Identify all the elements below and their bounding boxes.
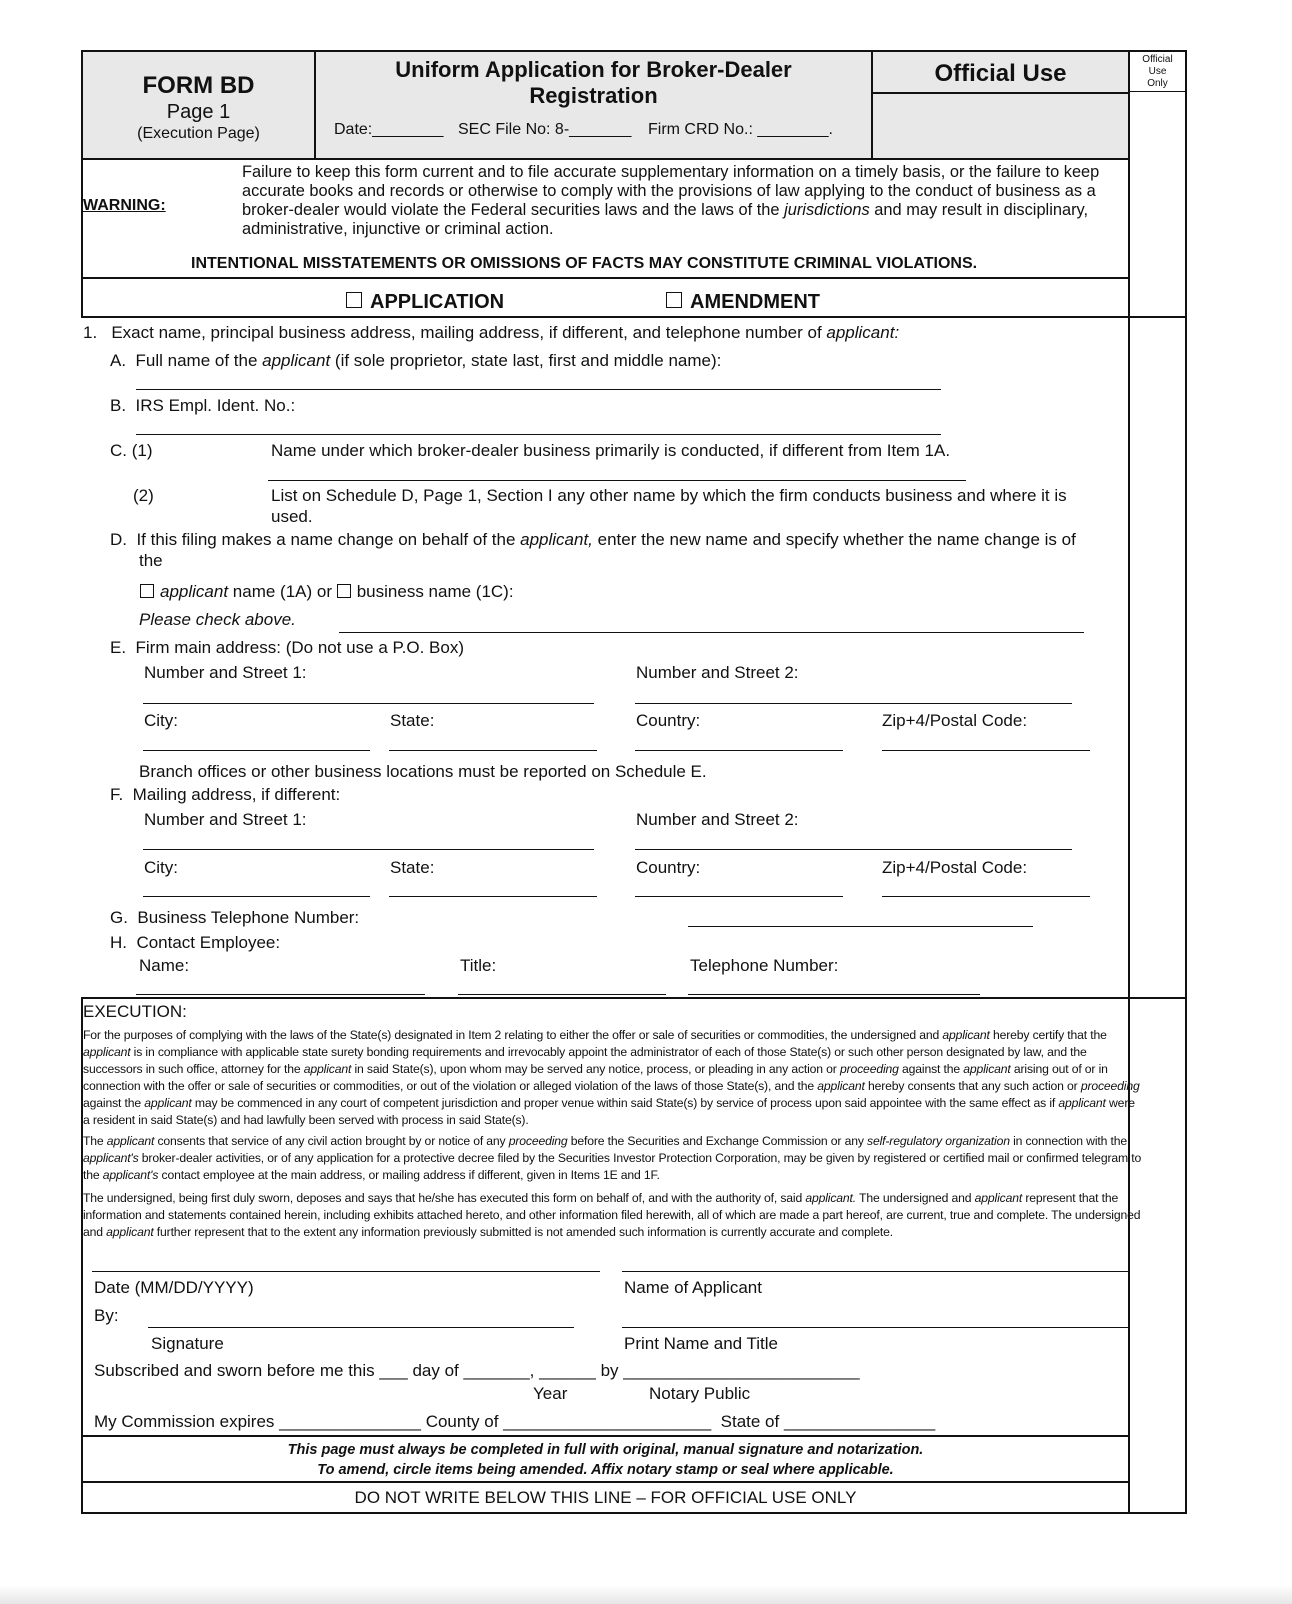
p1-run-0: For the purposes of complying with the laws of the State(s) designated in Item 2 relating to either the offer or sale of securities or commodities, the undersigned and [83,1028,943,1042]
item1g-label: G. Business Telephone Number: [110,908,360,927]
warning-line4: administrative, injunctive or criminal action. [242,220,554,238]
main-state-field[interactable] [389,750,597,751]
p1-run-2: hereby certify that the [989,1028,1107,1042]
main-street2-label: Number and Street 2: [636,663,799,682]
official-use-only-l3: Only [1147,78,1168,89]
subscribed-sworn-line[interactable]: Subscribed and sworn before me this ___ day of _______, ______ by _________________________ [94,1361,860,1380]
date-signature-field[interactable] [92,1271,600,1272]
mail-country-label: Country: [636,858,701,877]
signature-field[interactable] [148,1327,574,1328]
p3-run-6: further represent that to the extent any information previously submitted is not amended such information is currently accurate and complete. [153,1225,894,1239]
p1-run-11: applicant [817,1079,865,1093]
p1-run-16: may be commenced in any court of competent jurisdiction and proper venue within said State(s) by service of process upon said appointee with the same effect as if [191,1096,1059,1110]
item1d-name1a: name (1A) or [228,582,337,601]
main-country-field[interactable] [635,750,843,751]
warning-line1: Failure to keep this form current and to file accurate supplementary information on a timely basis, or the failure to keep [242,163,1100,181]
official-use-only-l2: Use [1148,66,1167,77]
item1a-suffix: (if sole proprietor, state last, first and middle name): [330,351,722,370]
notice-line1: This page must always be completed in full with original, manual signature and notarization. [287,1442,924,1458]
mail-street1-label: Number and Street 1: [144,810,307,829]
main-zip-label: Zip+4/Postal Code: [882,711,1028,730]
form-title-line1: Uniform Application for Broker-Dealer [395,57,792,82]
p1-run-10: arising out of or in connection with the offer or sale of securities or commodities, or out of the violation or alleged violation of the laws of those State(s), and the [83,1062,1108,1093]
main-city-label: City: [144,711,178,730]
notice-bottom [81,1481,1129,1483]
application-label: APPLICATION [370,291,505,313]
item1d-options [140,582,514,602]
execution-heading: EXECUTION: [83,1002,187,1021]
mail-country-field[interactable] [635,896,843,897]
contact-telephone-field[interactable] [688,994,980,995]
business-name-checkbox[interactable] [337,584,351,598]
by-label: By: [94,1306,119,1325]
mail-state-field[interactable] [389,896,597,897]
business-name-field[interactable] [268,480,966,481]
full-name-field[interactable] [136,389,941,390]
mail-state-label: State: [390,858,435,877]
item1c2-label: (2) [133,486,154,505]
warning-line2: accurate books and records or otherwise to comply with the provisions of law applying to the conduct of business as a [242,182,1096,200]
mail-city-field[interactable] [143,896,370,897]
main-country-label: Country: [636,711,701,730]
notary-public-label: Notary Public [649,1384,751,1403]
mail-street1-field[interactable] [143,849,594,850]
print-name-title-field[interactable] [622,1327,1128,1328]
item1-heading-a: 1. Exact name, principal business address, mailing address, if different, and telephone number of [83,323,827,342]
amendment-option[interactable] [666,290,820,314]
p3-run-2: The undersigned and [856,1191,975,1205]
p2-run-3: proceeding [508,1134,568,1148]
contact-name-field[interactable] [136,994,425,995]
please-check-above: Please check above. [139,610,296,629]
p3-run-4: represent that the information and statements contained herein, including exhibits attached hereto, and other information filed herewith, all of which are made a part hereof, are current, true and complete. The undersigned and [83,1191,1141,1239]
frame-main-right [1128,50,1130,1514]
p1-run-3: applicant [83,1045,131,1059]
p3-run-5: applicant [106,1225,154,1239]
do-not-write-below: DO NOT WRITE BELOW THIS LINE – FOR OFFICIAL USE ONLY [354,1488,857,1507]
official-use-underline [871,92,1128,94]
item1d-applicant: applicant [160,582,229,601]
contact-telephone-label: Telephone Number: [690,956,839,975]
p1-run-14: against the [83,1096,145,1110]
warning-label: WARNING: [83,197,166,214]
page-edge-shadow [0,1585,1292,1604]
p2-run-1: applicant [106,1134,155,1148]
contact-name-label: Name: [139,956,190,975]
warning-line3a: broker-dealer would violate the Federal securities laws and the laws of the [242,201,785,219]
item1d-suffix: enter the new name and specify whether the name change is of [592,530,1076,549]
main-street1-field[interactable] [143,703,594,704]
business-telephone-field[interactable] [688,926,1033,927]
item1f-label: F. Mailing address, if different: [110,785,341,804]
contact-title-label: Title: [460,956,497,975]
firm-crd-field[interactable]: Firm CRD No.: ________. [648,121,833,138]
p1-run-7: proceeding [839,1062,899,1076]
item1-heading-b: applicant: [826,323,900,342]
form-title-line2: Registration [529,83,658,108]
main-street1-label: Number and Street 1: [144,663,307,682]
item1h-label: H. Contact Employee: [110,933,281,952]
p1-run-17: applicant [1058,1096,1106,1110]
mail-city-label: City: [144,858,178,877]
item1d-label [110,530,1076,550]
item1d-business: business name (1C): [356,582,514,601]
execution-paragraph-1 [83,1027,1143,1129]
p1-run-1: applicant [942,1028,990,1042]
date-field[interactable]: Date:________ [334,121,444,138]
date-mmddyyyy-label: Date (MM/DD/YYYY) [94,1278,254,1297]
form-name: FORM BD [142,72,255,99]
main-zip-field[interactable] [882,750,1090,751]
p1-run-4: is in compliance with applicable state surety bonding requirements and irrevocably appoint the administrator of each of those State(s) or such other person designated by law, and the successors in such office, attorney for the [83,1045,1087,1076]
sec-file-field[interactable]: SEC File No: 8-_______ [458,121,632,138]
items-bottom [81,997,1186,999]
frame-top-right [1129,50,1186,52]
p3-run-3: applicant [974,1191,1023,1205]
p2-run-9: applicant's [102,1168,159,1182]
item1c2-text-l1: List on Schedule D, Page 1, Section I any other name by which the firm conducts business and where it is [271,486,1067,505]
item1-heading [83,323,899,343]
frame-bottom [81,1512,1186,1514]
p1-run-13: proceeding [1080,1079,1140,1093]
p1-run-8: against the [898,1062,964,1076]
p2-run-4: before the Securities and Exchange Commission or any [567,1134,868,1148]
application-checkbox[interactable] [346,292,362,308]
mail-zip-field[interactable] [882,896,1090,897]
intentional-misstatements: INTENTIONAL MISSTATEMENTS OR OMISSIONS OF FACTS MAY CONSTITUTE CRIMINAL VIOLATIONS. [191,255,978,272]
item1e-label: E. Firm main address: (Do not use a P.O. Box) [110,638,464,657]
notice-top [81,1435,1129,1437]
execution-page-label: (Execution Page) [137,125,260,142]
p1-run-15: applicant [144,1096,192,1110]
frame-top [81,50,1129,52]
amendment-checkbox[interactable] [666,292,682,308]
p1-run-12: hereby consents that any such action or [864,1079,1081,1093]
item1d-line2: the [139,551,163,570]
applicant-name-checkbox[interactable] [140,584,154,598]
page-number: Page 1 [166,101,231,123]
print-name-title-label: Print Name and Title [624,1334,779,1353]
mail-street2-label: Number and Street 2: [636,810,799,829]
official-use-only-l1: Official [1142,54,1173,65]
mail-zip-label: Zip+4/Postal Code: [882,858,1028,877]
p2-run-10: contact employee at the main address, or mailing address if different, given in Items 1E and 1F. [158,1168,660,1182]
p2-run-7: applicant's [83,1151,139,1165]
official-use-only-underline [1129,91,1186,92]
item1c1-text: Name under which broker-dealer business primarily is conducted, if different from Item 1A. [271,441,951,460]
item1d-prefix: D. If this filing makes a name change on behalf of the [110,530,521,549]
frame-left-warning [81,158,83,316]
irs-ein-field[interactable] [136,434,941,435]
item1c2-text-l2: used. [271,507,313,526]
official-use-title: Official Use [934,60,1067,87]
item1d-italic: applicant, [520,530,593,549]
application-option[interactable] [346,290,504,314]
p2-run-5: self-regulatory organization [867,1134,1010,1148]
item1b-label: B. IRS Empl. Ident. No.: [110,396,296,415]
p1-run-5: applicant [303,1062,352,1076]
p1-run-9: applicant [963,1062,1011,1076]
item1a-italic: applicant [262,351,331,370]
header-bottom [81,158,1129,160]
commission-expires-line[interactable]: My Commission expires _______________ County of ______________________ State of ________________ [94,1412,936,1431]
execution-paragraph-2 [83,1133,1143,1184]
notice-line2: To amend, circle items being amended. Affix notary stamp or seal where applicable. [317,1462,894,1478]
contact-title-field[interactable] [458,994,666,995]
p3-run-0: The undersigned, being first duly sworn, deposes and says that he/she has executed this form on behalf of, and with the authority of, said [83,1191,806,1205]
main-street2-field[interactable] [635,703,1072,704]
p2-run-6: in connection with the [1009,1134,1127,1148]
frame-outer-right [1185,50,1187,1514]
signature-label: Signature [151,1334,224,1353]
warning-line3 [242,200,1088,220]
warning-line3c: and may result in disciplinary, [869,201,1089,219]
mail-street2-field[interactable] [635,849,1072,850]
branch-note: Branch offices or other business locations must be reported on Schedule E. [139,762,707,781]
main-city-field[interactable] [143,750,370,751]
item1a-prefix: A. Full name of the [110,351,263,370]
name-of-applicant-field[interactable] [622,1271,1128,1272]
year-label: Year [533,1384,568,1403]
p3-run-1: applicant. [805,1191,857,1205]
amendment-label: AMENDMENT [690,291,820,313]
p2-run-8: broker-dealer activities, or of any application for a protective decree filed by the Securities Investor Protection Corporation, may be given by registered or certified mail or confirmed telegram to the [83,1151,1142,1182]
p2-run-0: The [83,1134,107,1148]
p1-run-18: were a resident in said State(s) and had lawfully been served with process in said State(s). [83,1096,1135,1127]
execution-paragraph-3 [83,1190,1143,1241]
p1-run-6: in said State(s), upon whom may be served any notice, process, or pleading in any action or [351,1062,840,1076]
p2-run-2: consents that service of any civil action brought by or notice of any [154,1134,509,1148]
warning-bottom [81,277,1129,279]
item1c1-label: C. (1) [110,441,153,460]
warning-line3b: jurisdictions [784,201,870,219]
name-of-applicant-label: Name of Applicant [624,1278,762,1297]
main-state-label: State: [390,711,435,730]
new-name-field[interactable] [339,632,1084,633]
filingtype-bottom [81,316,1186,318]
item1a-label [110,351,721,371]
